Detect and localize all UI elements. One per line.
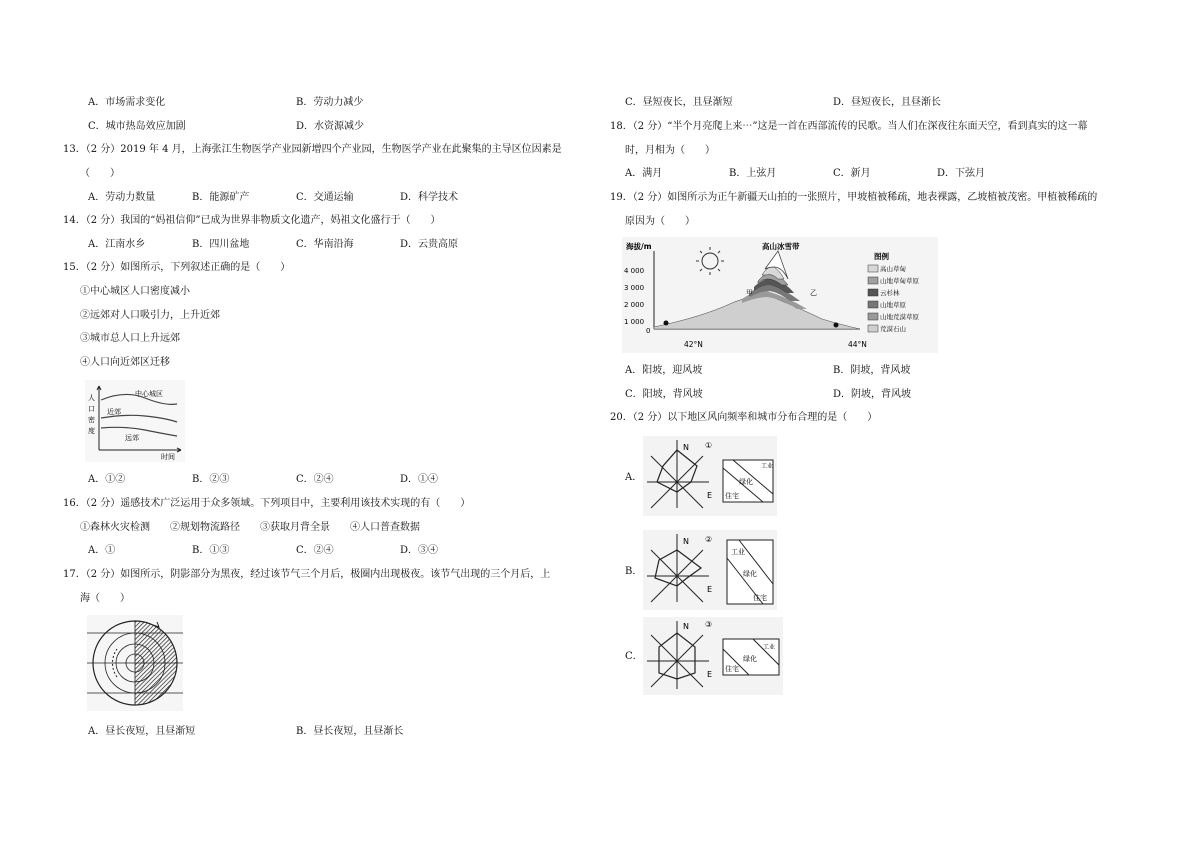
q19-option-c: C．阳坡，背风坡 [625, 389, 703, 400]
east-label: E [707, 491, 713, 500]
q17-option-a: A．昼长夜短，且昼渐短 [88, 726, 196, 737]
zone-green: 绿化 [743, 655, 757, 663]
q15-option-a: A．①② [88, 474, 126, 485]
q17-option-b: B．昼长夜短，且昼渐长 [296, 726, 404, 737]
q19-option-d: D．阴坡，背风坡 [833, 389, 912, 400]
q19-option-a: A．阳坡，迎风坡 [625, 365, 703, 376]
legend-meadow-steppe: 山地草甸草原 [880, 277, 919, 285]
fig-ylabel-1: 人 [88, 394, 95, 402]
q18-stem-cont: 时，月相为（ ） [625, 145, 715, 156]
q18-option-a: A．满月 [625, 168, 663, 179]
fig-snow-title: 高山冰雪带 [762, 242, 800, 251]
q17-day-night-figure [87, 615, 183, 711]
q19-stem: 19．（2 分）如图所示为正午新疆天山拍的一张照片，甲坡植被稀疏，地表裸露，乙坡植被茂密。甲植被稀疏的 [610, 192, 1098, 203]
q13-option-b: B．能源矿产 [192, 192, 250, 203]
q18-option-d: D．下弦月 [937, 168, 986, 179]
q13-option-d: D．科学技术 [400, 192, 459, 203]
fig-label-yi: 乙 [810, 289, 817, 297]
q14-stem: 14．（2 分）我国的“妈祖信仰”已成为世界非物质文化遗产，妈祖文化盛行于（ ） [63, 215, 441, 226]
q17-option-d: D．昼短夜长，且昼渐长 [833, 97, 942, 108]
q15-statement-4: ④人口向近郊区迁移 [80, 357, 170, 368]
q18-stem: 18．（2 分）“半个月亮爬上来⋯”这是一首在西部流传的民歌。当人们在深夜往东面天空，看到真实的这一幕 [610, 121, 1088, 132]
fig-label-center-city: 中心城区 [135, 390, 163, 398]
q15-option-d: D．①④ [400, 474, 439, 485]
q16-stem: 16．（2 分）遥感技术广泛运用于众多领域。下列项目中，主要利用该技术实现的有（ ） [63, 498, 471, 509]
zone-industry: 工业 [731, 548, 745, 556]
fig-label-jia: 甲 [746, 289, 753, 297]
ytick-2000: 2 000 [624, 301, 645, 309]
q13-stem-cont: （ ） [80, 168, 120, 179]
fig-x-42n: 42°N [684, 340, 703, 349]
q17-stem-cont: 海（ ） [80, 593, 130, 604]
q19-option-b: B．阴坡，背风坡 [833, 365, 911, 376]
zone-industry: 工业 [763, 644, 776, 651]
q12-option-c: C．城市热岛效应加剧 [88, 121, 186, 132]
q16-items: ①森林火灾检测 ②规划物流路径 ③获取月背全景 ④人口普查数据 [80, 522, 420, 533]
legend-steppe: 山地草原 [880, 301, 906, 309]
q20-option-c-figure [643, 617, 783, 695]
q13-option-a: A．劳动力数量 [88, 192, 156, 203]
ytick-3000: 3 000 [624, 284, 645, 292]
fig-label-far-suburb: 远郊 [125, 434, 139, 442]
q20-option-b-figure [643, 530, 777, 610]
ytick-1000: 1 000 [624, 318, 645, 326]
zone-residential: 住宅 [725, 665, 739, 673]
zone-residential: 住宅 [753, 594, 767, 602]
legend-desert-rock: 荒漠石山 [880, 325, 906, 333]
north-label: N [683, 537, 689, 546]
q20-stem: 20．（2 分）以下地区风向频率和城市分布合理的是（ ） [610, 412, 878, 423]
q13-stem: 13．（2 分）2019 年 4 月，上海张江生物医学产业园新增四个产业园，生物医学产业在此聚集的主导区位因素是 [63, 144, 562, 155]
zone-green: 绿化 [743, 570, 757, 578]
q14-option-b: B．四川盆地 [192, 239, 250, 250]
east-label: E [707, 670, 713, 679]
zone-green: 绿化 [739, 478, 753, 486]
q15-stem: 15．（2 分）如图所示，下列叙述正确的是（ ） [63, 262, 291, 273]
q15-statement-1: ①中心城区人口密度减小 [80, 286, 190, 297]
q14-option-a: A．江南水乡 [88, 239, 146, 250]
fig-ylabel-2: 口 [88, 405, 95, 413]
q16-option-d: D．③④ [400, 545, 439, 556]
q12-option-d: D．水资源减少 [296, 121, 365, 132]
north-label: N [683, 622, 689, 631]
zone-industry: 工业 [761, 463, 774, 470]
fig-ylabel: 海拔/m [626, 242, 652, 251]
ytick-4000: 4 000 [624, 267, 645, 275]
q19-stem-cont: 原因为（ ） [625, 216, 695, 227]
legend-spruce: 云杉林 [880, 289, 900, 297]
legend-alpine-meadow: 高山草甸 [880, 265, 906, 273]
q15-statement-3: ③城市总人口上升远郊 [80, 333, 180, 344]
fig-x-44n: 44°N [848, 340, 867, 349]
ytick-0: 0 [646, 327, 651, 335]
figure-number: ③ [705, 620, 713, 629]
q20-option-a-letter: A． [625, 472, 643, 483]
q13-option-c: C．交通运输 [296, 192, 354, 203]
fig-label-near-suburb: 近郊 [107, 408, 121, 416]
legend-desert-steppe: 山地荒漠草原 [880, 313, 919, 321]
fig-ylabel-3: 密 [88, 416, 95, 424]
q17-stem: 17．（2 分）如图所示，阴影部分为黑夜，经过该节气三个月后，极圈内出现极夜。该节气出现的三个月后，上 [63, 569, 551, 580]
q12-option-b: B．劳动力减少 [296, 97, 364, 108]
q19-tianshan-vegetation-figure [622, 237, 938, 353]
q20-option-c-letter: C． [625, 651, 643, 662]
q18-option-c: C．新月 [833, 168, 871, 179]
fig-ylabel-4: 度 [88, 427, 95, 435]
q20-option-b-letter: B． [625, 566, 643, 577]
q14-option-d: D．云贵高原 [400, 239, 459, 250]
fig-xlabel: 时间 [161, 453, 175, 461]
q17-option-c: C．昼短夜长，且昼渐短 [625, 97, 733, 108]
q20-option-a-figure [643, 436, 777, 516]
figure-number: ① [705, 441, 713, 450]
q18-option-b: B．上弦月 [729, 168, 777, 179]
q12-option-a: A．市场需求变化 [88, 97, 166, 108]
legend-title: 图例 [874, 252, 889, 261]
figure-number: ② [705, 535, 713, 544]
zone-residential: 住宅 [725, 492, 739, 500]
q15-option-c: C．②④ [296, 474, 334, 485]
q16-option-b: B．①③ [192, 545, 230, 556]
east-label: E [707, 585, 713, 594]
q15-population-density-figure [85, 380, 185, 462]
north-label: N [683, 443, 689, 452]
q15-statement-2: ②远郊对人口吸引力，上升近郊 [80, 310, 220, 321]
q15-option-b: B．②③ [192, 474, 230, 485]
q16-option-c: C．②④ [296, 545, 334, 556]
q16-option-a: A．① [88, 545, 116, 556]
q14-option-c: C．华南沿海 [296, 239, 354, 250]
